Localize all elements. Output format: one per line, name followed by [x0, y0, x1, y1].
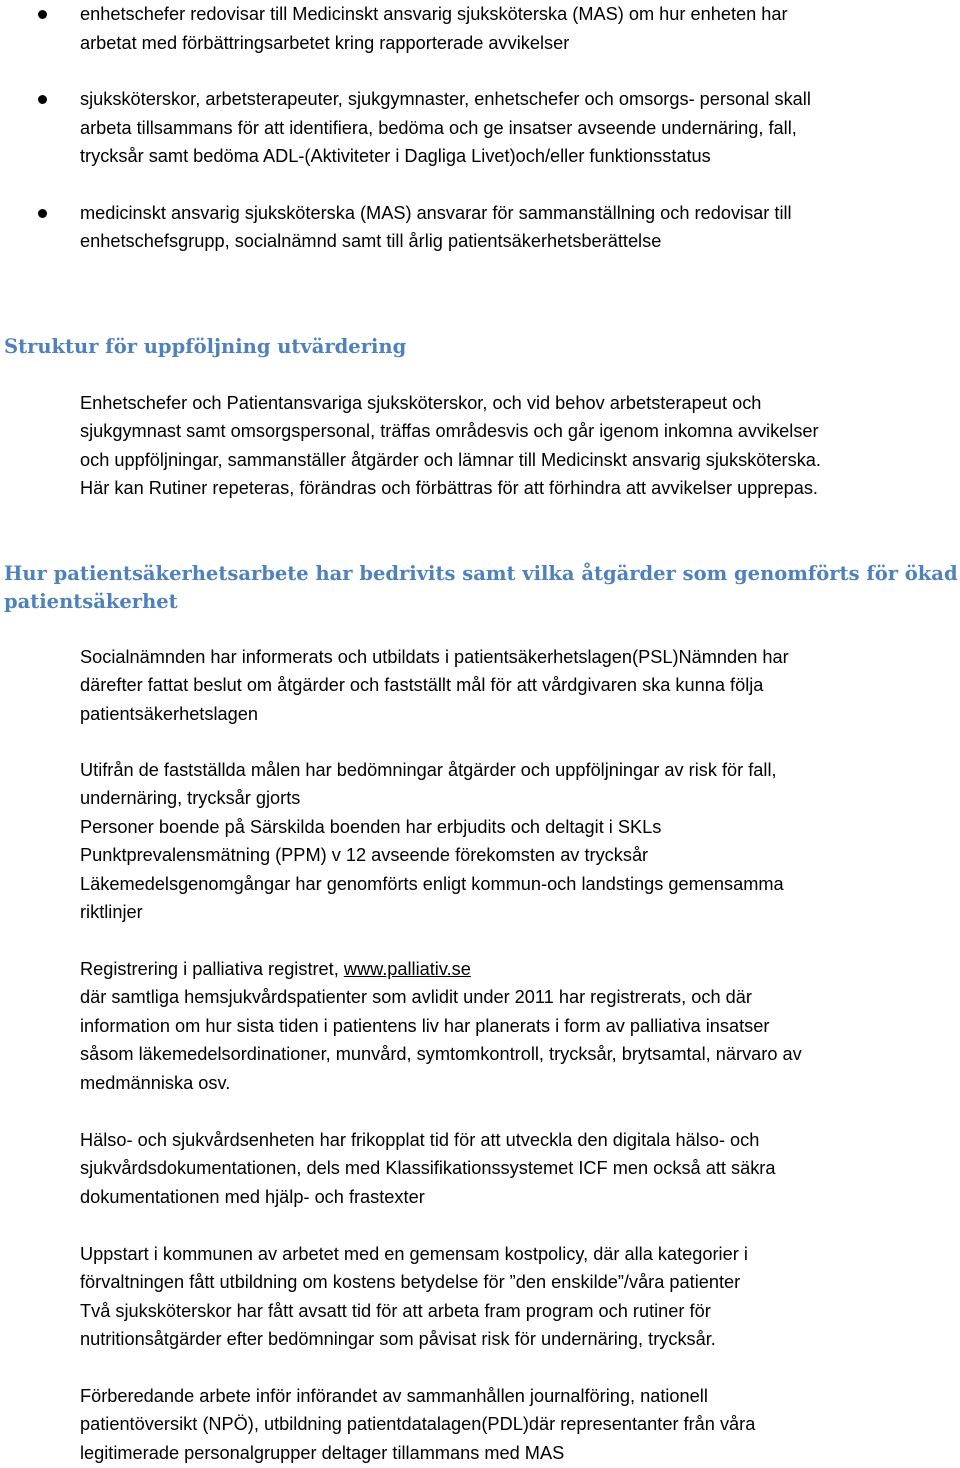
paragraph-line: och uppföljningar, sammanställer åtgärder och lämnar till Medicinskt ansvarig sjuksköterska.: [80, 449, 821, 470]
bullet-item-3: [0, 199, 960, 256]
paragraph-line: sjukgymnast samt omsorgspersonal, träffas områdesvis och går igenom inkomna avvikelser: [80, 421, 819, 442]
paragraph-line: Hälso- och sjukvårdsenheten har frikopplat tid för att utveckla den digitala hälso- och: [80, 1130, 760, 1150]
paragraph-line: Socialnämnden har informerats och utbildats i patientsäkerhetslagen(PSL)Nämnden har: [80, 647, 789, 667]
paragraph-line: medmänniska osv.: [80, 1072, 231, 1093]
paragraph-utifran: [80, 756, 958, 926]
bullet-item-2: [0, 85, 960, 171]
paragraph-line: Enhetschefer och Patientansvariga sjuksköterskor, och vid behov arbetsterapeut och: [80, 393, 762, 413]
paragraph-line: där samtliga hemsjukvårdspatienter som avlidit under 2011 har registrerats, och där: [80, 987, 752, 1008]
paragraph-line: dokumentationen med hjälp- och frastexter: [80, 1186, 425, 1207]
paragraph-line: riktlinjer: [80, 902, 143, 923]
bullet-item-1: [0, 0, 960, 57]
paragraph-line: patientöversikt (NPÖ), utbildning patientdatalagen(PDL)där representanter från våra: [80, 1414, 756, 1435]
paragraph-line: information om hur sista tiden i patientens liv har planerats i form av palliativa insatser: [80, 1015, 770, 1036]
paragraph-line: nutritionsåtgärder efter bedömningar som påvisat risk för undernäring, trycksår.: [80, 1329, 716, 1350]
bullet-icon: [38, 10, 47, 19]
bullet-icon: [38, 95, 47, 104]
paragraph-socialnamnden: [80, 643, 958, 728]
paragraph-line: Utifrån de fastställda målen har bedömningar åtgärder och uppföljningar av risk för fall,: [80, 760, 777, 780]
heading-line: Hur patientsäkerhetsarbete har bedrivits samt vilka åtgärder som genomförts för ökad: [4, 562, 958, 585]
paragraph-uppstart: [80, 1240, 958, 1354]
paragraph-line: legitimerade personalgrupper deltager tillammans med MAS: [80, 1442, 565, 1463]
paragraph-forberedande: [80, 1382, 958, 1467]
bullet-list: [0, 0, 960, 256]
bullet-line: enhetschefsgrupp, socialnämnd samt till årlig patientsäkerhetsberättelse: [80, 231, 662, 251]
paragraph-struktur: [80, 389, 958, 503]
paragraph-line: undernäring, trycksår gjorts: [80, 788, 301, 809]
paragraph-line: Personer boende på Särskilda boenden har erbjudits och deltagit i SKLs: [80, 816, 662, 837]
heading-line: Struktur för uppföljning utvärdering: [4, 335, 407, 358]
paragraph-line: Förberedande arbete inför införandet av sammanhållen journalföring, nationell: [80, 1386, 708, 1406]
paragraph-text: Registrering i palliativa registret,: [80, 959, 344, 979]
bullet-line: trycksår samt bedöma ADL-(Aktiviteter i Dagliga Livet)och/eller funktionsstatus: [80, 146, 711, 166]
paragraph-line: Här kan Rutiner repeteras, förändras och förbättras för att förhindra att avvikelser upprepas.: [80, 478, 818, 499]
paragraph-line: patientsäkerhetslagen: [80, 703, 258, 724]
bullet-line: sjuksköterskor, arbetsterapeuter, sjukgymnaster, enhetschefer och omsorgs- personal skall: [80, 89, 811, 109]
heading-line: patientsäkerhet: [4, 589, 178, 613]
paragraph-line: därefter fattat beslut om åtgärder och fastställt mål för att vårdgivaren ska kunna följa: [80, 675, 764, 696]
paragraph-line: Läkemedelsgenomgångar har genomförts enligt kommun-och landstings gemensamma: [80, 873, 784, 894]
bullet-line: arbeta tillsammans för att identifiera, bedöma och ge insatser avseende undernäring, fall,: [80, 117, 797, 138]
bullet-line: medicinskt ansvarig sjuksköterska (MAS) ansvarar för sammanställning och redovisar till: [80, 202, 792, 223]
paragraph-palliativa: [80, 955, 958, 1097]
bullet-line: enhetschefer redovisar till Medicinskt ansvarig sjuksköterska (MAS) om hur enheten har: [80, 4, 788, 24]
paragraph-line: [80, 955, 958, 983]
paragraph-line: såsom läkemedelsordinationer, munvård, symtomkontroll, trycksår, brytsamtal, närvaro av: [80, 1044, 802, 1065]
bullet-line: arbetat med förbättringsarbetet kring rapporterade avvikelser: [80, 32, 570, 53]
paragraph-halso: [80, 1126, 958, 1211]
paragraph-line: sjukvårdsdokumentationen, dels med Klassifikationssystemet ICF men också att säkra: [80, 1158, 776, 1179]
paragraph-line: förvaltningen fått utbildning om kostens betydelse för ”den enskilde”/våra patienter: [80, 1272, 741, 1293]
bullet-icon: [38, 209, 47, 218]
palliativ-link[interactable]: www.palliativ.se: [343, 959, 471, 979]
paragraph-line: Uppstart i kommunen av arbetet med en gemensam kostpolicy, där alla kategorier i: [80, 1244, 748, 1264]
section-heading-struktur: [4, 333, 954, 361]
paragraph-line: Två sjuksköterskor har fått avsatt tid för att arbeta fram program och rutiner för: [80, 1300, 711, 1321]
paragraph-line: Punktprevalensmätning (PPM) v 12 avseende förekomsten av trycksår: [80, 845, 649, 866]
section-heading-patientsakerhet: [4, 560, 958, 615]
